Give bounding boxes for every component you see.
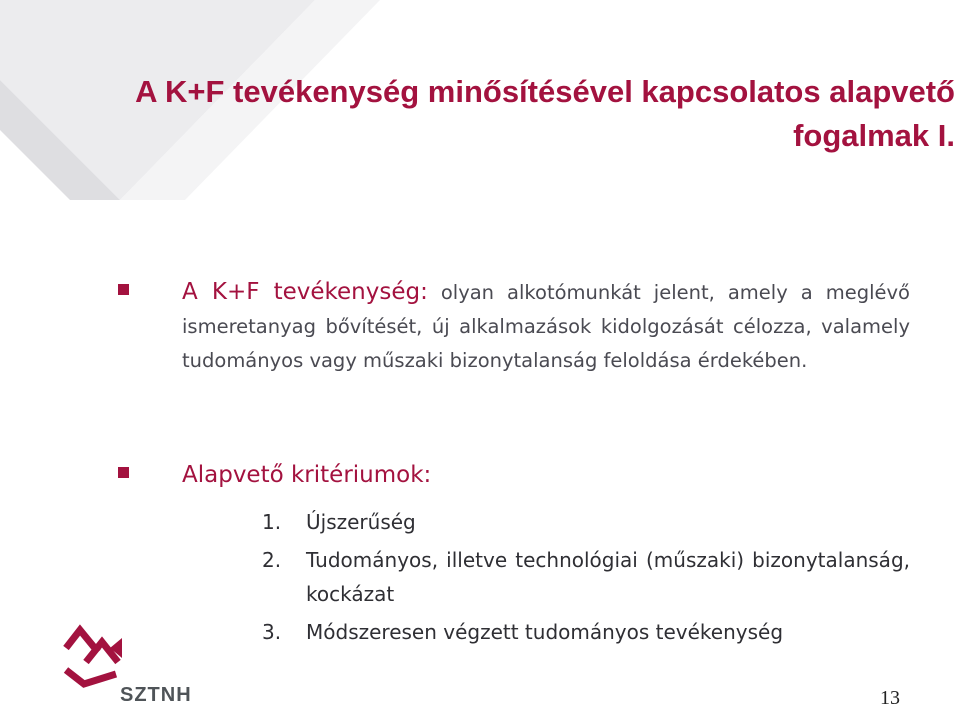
criteria-list [262,505,910,653]
criteria-number: 3. [262,620,282,644]
square-bullet-icon [118,284,129,295]
criteria-number: 2. [262,548,282,572]
definition-paragraph [182,275,910,378]
page-number: 13 [880,687,900,709]
square-bullet-icon [118,467,129,478]
definition-text: olyan alkotómunkát jelent, amely a meglévő ismeretanyag bővítését, új alkalmazások kidolgozását célozza, valamely tudományos vagy műszaki bizonytalanság feloldása érdekében. [182,281,910,372]
title-line-1: A K+F tevékenység minősítésével kapcsolatos alapvető [135,74,955,109]
sztnh-logo-icon [58,618,148,688]
criteria-heading: Alapvető kritériumok: [182,462,432,488]
criteria-text: Tudományos, illetve technológiai (műszaki) bizonytalanság, kockázat [306,548,910,606]
logo-text: SZTNH [120,684,192,706]
slide-title [60,70,955,158]
criteria-text: Módszeresen végzett tudományos tevékenység [306,620,784,644]
criteria-item [262,543,910,611]
criteria-item [262,505,910,539]
criteria-number: 1. [262,510,282,534]
definition-lead: A K+F tevékenység: [182,279,428,305]
criteria-text: Újszerűség [306,510,416,534]
criteria-item [262,615,910,649]
title-line-2: fogalmak I. [793,118,955,153]
